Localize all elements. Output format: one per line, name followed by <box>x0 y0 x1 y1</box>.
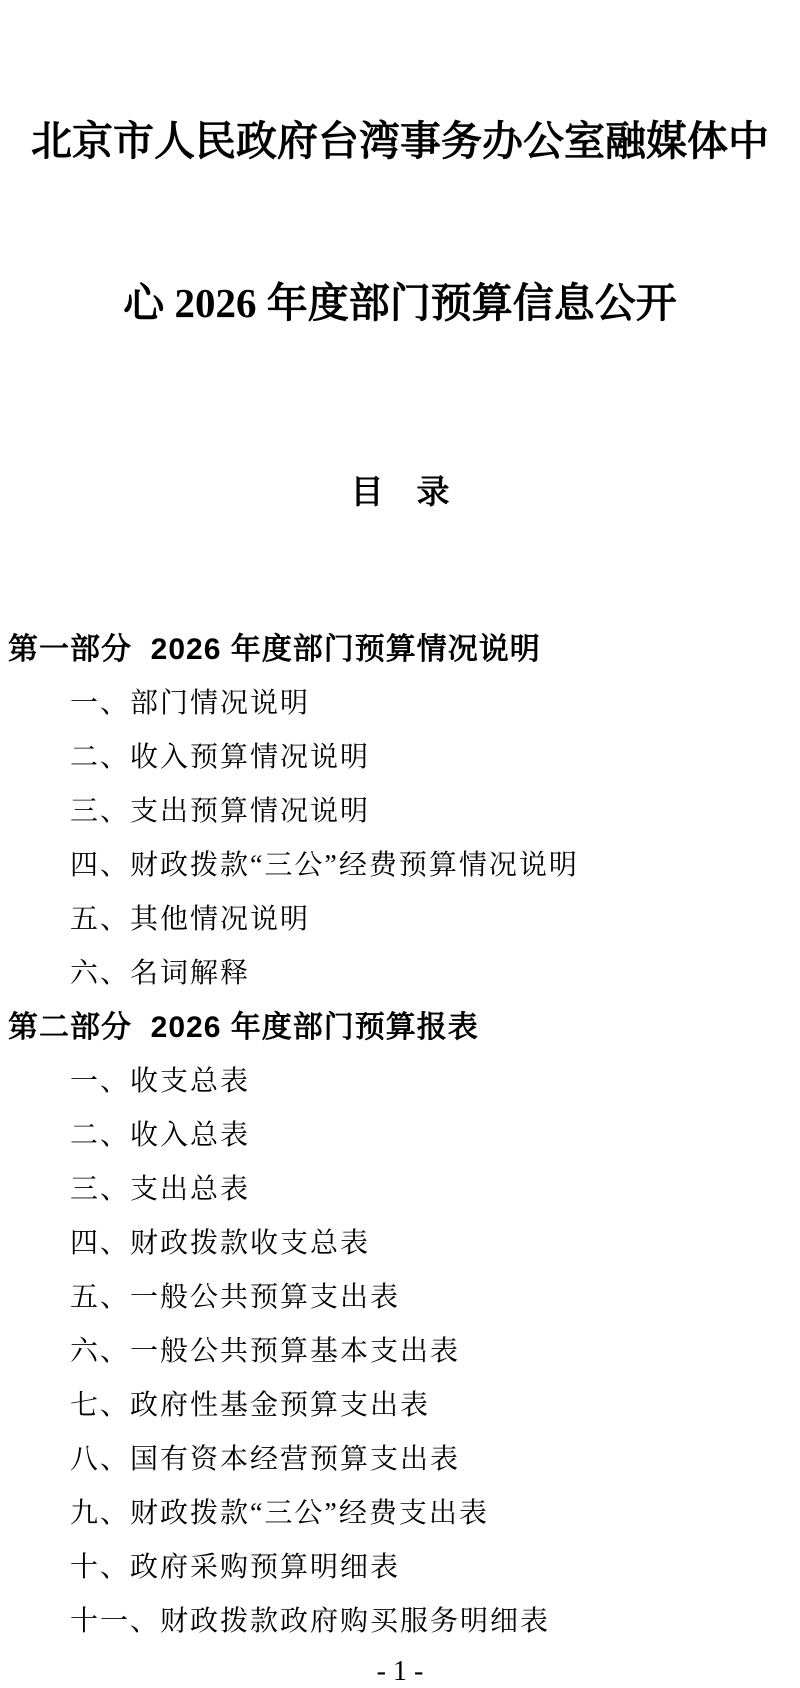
toc-item: 三、支出总表 <box>70 1174 251 1205</box>
toc-item: 六、一般公共预算基本支出表 <box>70 1336 461 1367</box>
toc-item: 七、政府性基金预算支出表 <box>70 1390 431 1421</box>
document-title-line-2: 心 2026 年度部门预算信息公开 <box>123 280 677 326</box>
toc-item: 十、政府采购预算明细表 <box>70 1552 401 1583</box>
toc-item: 一、部门情况说明 <box>70 688 311 719</box>
toc-item: 四、财政拨款收支总表 <box>70 1228 371 1259</box>
toc-item: 五、其他情况说明 <box>70 904 311 935</box>
toc-item: 三、支出预算情况说明 <box>70 796 371 827</box>
toc-item: 十一、财政拨款政府购买服务明细表 <box>70 1606 551 1637</box>
toc-item: 五、一般公共预算支出表 <box>70 1282 401 1313</box>
toc-item: 四、财政拨款“三公”经费预算情况说明 <box>70 850 579 881</box>
table-of-contents <box>0 623 800 1649</box>
toc-item: 六、名词解释 <box>70 958 251 989</box>
document-title-line-1: 北京市人民政府台湾事务办公室融媒体中 <box>31 118 769 164</box>
toc-item: 九、财政拨款“三公”经费支出表 <box>70 1498 489 1529</box>
toc-item: 二、收入总表 <box>70 1120 251 1151</box>
toc-item: 八、国有资本经营预算支出表 <box>70 1444 461 1475</box>
toc-item: 一、收支总表 <box>70 1066 251 1097</box>
page-number: - 1 - <box>376 1656 424 1687</box>
toc-section-2-heading: 第二部分 2026 年度部门预算报表 <box>8 1011 479 1044</box>
toc-item: 二、收入预算情况说明 <box>70 742 371 773</box>
contents-heading: 目 录 <box>350 475 450 511</box>
document-title <box>0 0 800 438</box>
toc-section-1-heading: 第一部分 2026 年度部门预算情况说明 <box>8 633 541 666</box>
